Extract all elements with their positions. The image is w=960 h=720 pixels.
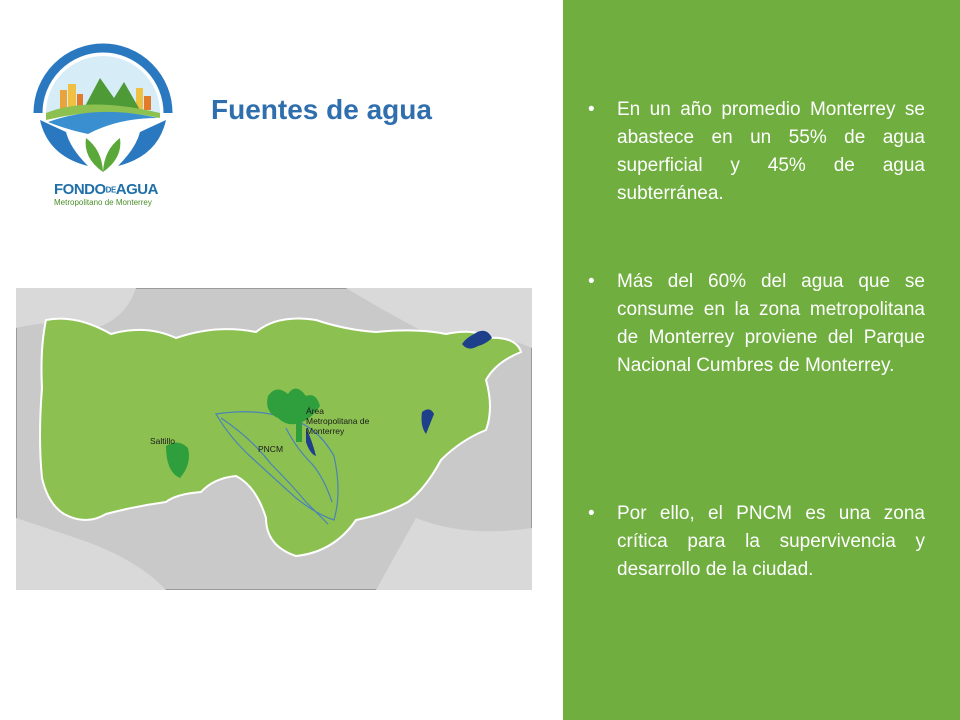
slide-title: Fuentes de agua <box>211 94 432 125</box>
label-saltillo: Saltillo <box>150 436 176 446</box>
logo-name-agua: AGUA <box>115 181 158 198</box>
map-graphic <box>16 288 532 590</box>
bullet-item <box>588 268 925 380</box>
water-sources-map <box>16 288 532 590</box>
bullet-text: En un año promedio Monterrey se abastece en un 55% de agua superficial y 45% de agua subterránea. <box>617 99 925 204</box>
logo-name-de: DE <box>105 185 116 195</box>
bullet-dot-icon: • <box>588 503 595 524</box>
bullet-dot-icon: • <box>588 99 595 120</box>
bullet-item <box>588 96 925 208</box>
bullet-text: Por ello, el PNCM es una zona crítica para la supervivencia y desarrollo de la ciudad. <box>617 503 925 580</box>
label-pncm: PNCM <box>258 444 284 454</box>
bullet-item <box>588 500 925 584</box>
logo-subtitle: Metropolitano de Monterrey <box>54 198 152 207</box>
logo-name <box>54 181 194 198</box>
bullet-text: Más del 60% del agua que se consume en la zona metropolitana de Monterrey proviene del Parque Nacional Cumbres de Monterrey. <box>617 271 925 376</box>
label-area-metropolitana: Área Metropolitana de Monterrey <box>306 406 370 436</box>
bullet-dot-icon: • <box>588 271 595 292</box>
fondo-de-agua-logo <box>28 38 178 213</box>
logo-name-fondo: FONDO <box>54 181 106 198</box>
